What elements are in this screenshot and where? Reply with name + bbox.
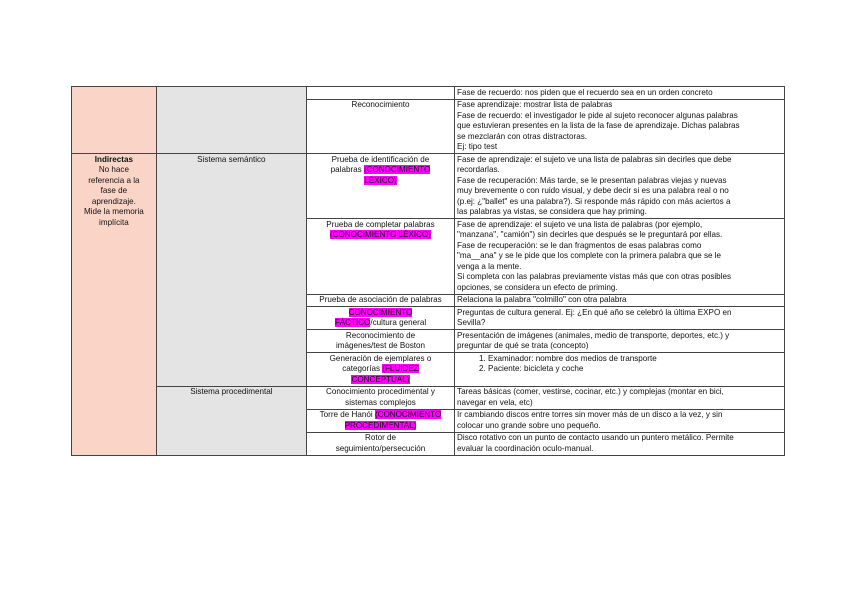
test-name: Conocimiento procedimental y bbox=[326, 387, 435, 396]
text-line: (p.ej: ¿"ballet" es una palabra?). Si responde más rápido con más aciertos a bbox=[457, 196, 731, 206]
category-line: Mide la memoria bbox=[83, 207, 144, 216]
text-line: Ir cambiando discos entre torres sin mover más de un disco a la vez, y sin bbox=[457, 410, 723, 419]
description-cell bbox=[455, 353, 785, 387]
category-line: fase de bbox=[100, 186, 128, 195]
text-line: recordarlas. bbox=[457, 165, 500, 174]
system-cell-procedural bbox=[156, 386, 306, 455]
category-line: referencia a la bbox=[88, 175, 140, 185]
highlight-tag: PROCEDIMENTAL) bbox=[344, 420, 417, 430]
description-cell bbox=[455, 409, 785, 432]
test-cell bbox=[306, 353, 454, 387]
test-cell bbox=[306, 330, 454, 353]
highlight-tag: CONCEPTUAL) bbox=[351, 374, 410, 384]
description-cell bbox=[455, 99, 785, 154]
category-line: aprendizaje. bbox=[91, 196, 136, 206]
table-row bbox=[72, 386, 785, 409]
text-line: venga a la mente. bbox=[457, 261, 522, 271]
text-line: Fase de recuerdo: el investigador le pide al sujeto reconocer algunas palabras bbox=[457, 110, 738, 120]
list-item: 2. Paciente: bicicleta y coche bbox=[479, 364, 584, 373]
system-name: Sistema procedimental bbox=[190, 387, 273, 396]
category-cell-empty bbox=[72, 87, 157, 154]
text-line: colocar uno grande sobre uno pequeño. bbox=[457, 420, 601, 430]
test-name: categorías bbox=[342, 364, 383, 373]
test-name: Torre de Hanói bbox=[319, 410, 375, 419]
test-name: palabras bbox=[330, 165, 364, 174]
highlight-tag: LÉXICO) bbox=[364, 175, 397, 185]
test-cell bbox=[306, 87, 454, 100]
description-cell bbox=[455, 154, 785, 219]
test-cell bbox=[306, 386, 454, 409]
description-cell bbox=[455, 386, 785, 409]
highlight-tag: (FLUIDEZ bbox=[382, 364, 419, 373]
highlight-tag: (CONOCIMIENTO bbox=[363, 165, 431, 174]
test-name: Generación de ejemplares o bbox=[329, 353, 432, 363]
text-line: navegar en vela, etc) bbox=[457, 397, 533, 407]
text-line: Presentación de imágenes (animales, medio de transporte, deportes, etc.) y bbox=[457, 330, 730, 340]
memory-tests-table bbox=[71, 86, 785, 456]
text-line: Si completa con las palabras previamente vistas más que con otras posibles bbox=[457, 272, 732, 281]
description-cell bbox=[455, 87, 785, 100]
text-line: Ej: tipo test bbox=[457, 142, 498, 151]
highlight-tag: FÁCTICO bbox=[334, 318, 371, 327]
highlight-tag: (CONOCIMIENTO LÉXICO) bbox=[329, 230, 431, 239]
description-cell bbox=[455, 219, 785, 295]
test-name: seguimiento/persecución bbox=[335, 443, 426, 453]
category-cell-indirectas bbox=[72, 154, 157, 456]
text-line: Fase de recuerdo: nos piden que el recuerdo sea en un orden concreto bbox=[457, 87, 713, 97]
category-line: implícita bbox=[99, 217, 129, 227]
test-cell bbox=[306, 294, 454, 307]
test-cell bbox=[306, 409, 454, 432]
description-cell bbox=[455, 294, 785, 307]
system-cell-empty bbox=[156, 87, 306, 154]
text-line: muy brevemente o con ruido visual, y debe decir si es una palabra real o no bbox=[457, 186, 729, 195]
text-line: que estuvieran presentes en la lista de la fase de aprendizaje. Dichas palabras bbox=[457, 121, 740, 130]
system-cell-semantic bbox=[156, 154, 306, 387]
description-cell bbox=[455, 307, 785, 330]
test-name: /cultura general bbox=[370, 318, 427, 327]
test-name: Prueba de identificación de bbox=[331, 154, 430, 164]
list-item: 1. Examinador: nombre dos medios de transporte bbox=[479, 353, 657, 363]
test-name: Prueba de asociación de palabras bbox=[319, 295, 442, 304]
table-row bbox=[72, 87, 785, 100]
test-name: Prueba de completar palabras bbox=[326, 219, 435, 229]
highlight-tag: CONOCIMIENTO bbox=[348, 307, 413, 317]
system-name: Sistema semántico bbox=[197, 154, 266, 164]
highlight-tag: (CONOCIMIENTO bbox=[374, 410, 442, 419]
test-name: sistemas complejos bbox=[345, 397, 416, 407]
text-line: Fase aprendizaje: mostrar lista de palabras bbox=[457, 100, 613, 109]
category-line: No hace bbox=[98, 165, 129, 174]
text-line: preguntar de qué se trata (concepto) bbox=[457, 341, 589, 350]
test-name: Rotor de bbox=[364, 433, 397, 442]
text-line: Fase de aprendizaje: el sujeto ve una lista de palabras (por ejemplo, bbox=[457, 219, 703, 229]
description-cell bbox=[455, 330, 785, 353]
text-line: se mezclarán con otras distractoras. bbox=[457, 131, 588, 141]
category-heading: Indirectas bbox=[94, 154, 134, 164]
test-cell bbox=[306, 99, 454, 154]
text-line: Disco rotativo con un punto de contacto usando un puntero metálico. Permite bbox=[457, 433, 734, 442]
text-line: Relaciona la palabra "colmillo" con otra palabra bbox=[457, 295, 627, 304]
text-line: Fase de recuperación: Más tarde, se le presentan palabras viejas y nuevas bbox=[457, 175, 727, 185]
test-cell bbox=[306, 432, 454, 455]
text-line: "ma__ana" y se le pide que los complete con la primera palabra que se le bbox=[457, 251, 722, 260]
test-cell bbox=[306, 154, 454, 219]
test-name: Reconocimiento bbox=[351, 100, 410, 109]
text-line: Fase de aprendizaje: el sujeto ve una lista de palabras sin decirles que debe bbox=[457, 154, 732, 164]
test-name: Reconocimiento de bbox=[345, 330, 416, 340]
text-line: "manzana", "camión") sin decirles que después se le preguntará por ellas. bbox=[457, 230, 723, 239]
text-line: las palabras ya vistas, se considera que hay priming. bbox=[457, 207, 647, 216]
text-line: Tareas básicas (comer, vestirse, cocinar, etc.) y complejas (montar en bici, bbox=[457, 387, 724, 396]
test-cell bbox=[306, 219, 454, 295]
test-cell bbox=[306, 307, 454, 330]
text-line: Fase de recuperación: se le dan fragmentos de esas palabras como bbox=[457, 240, 702, 250]
text-line: Sevilla? bbox=[457, 318, 486, 327]
text-line: Preguntas de cultura general. Ej: ¿En qué año se celebró la última EXPO en bbox=[457, 307, 732, 317]
description-cell bbox=[455, 432, 785, 455]
text-line: evaluar la coordinación oculo-manual. bbox=[457, 443, 594, 453]
text-line: opciones, se considera un efecto de priming. bbox=[457, 282, 618, 292]
test-name: imágenes/test de Boston bbox=[335, 341, 426, 350]
table-row bbox=[72, 154, 785, 219]
